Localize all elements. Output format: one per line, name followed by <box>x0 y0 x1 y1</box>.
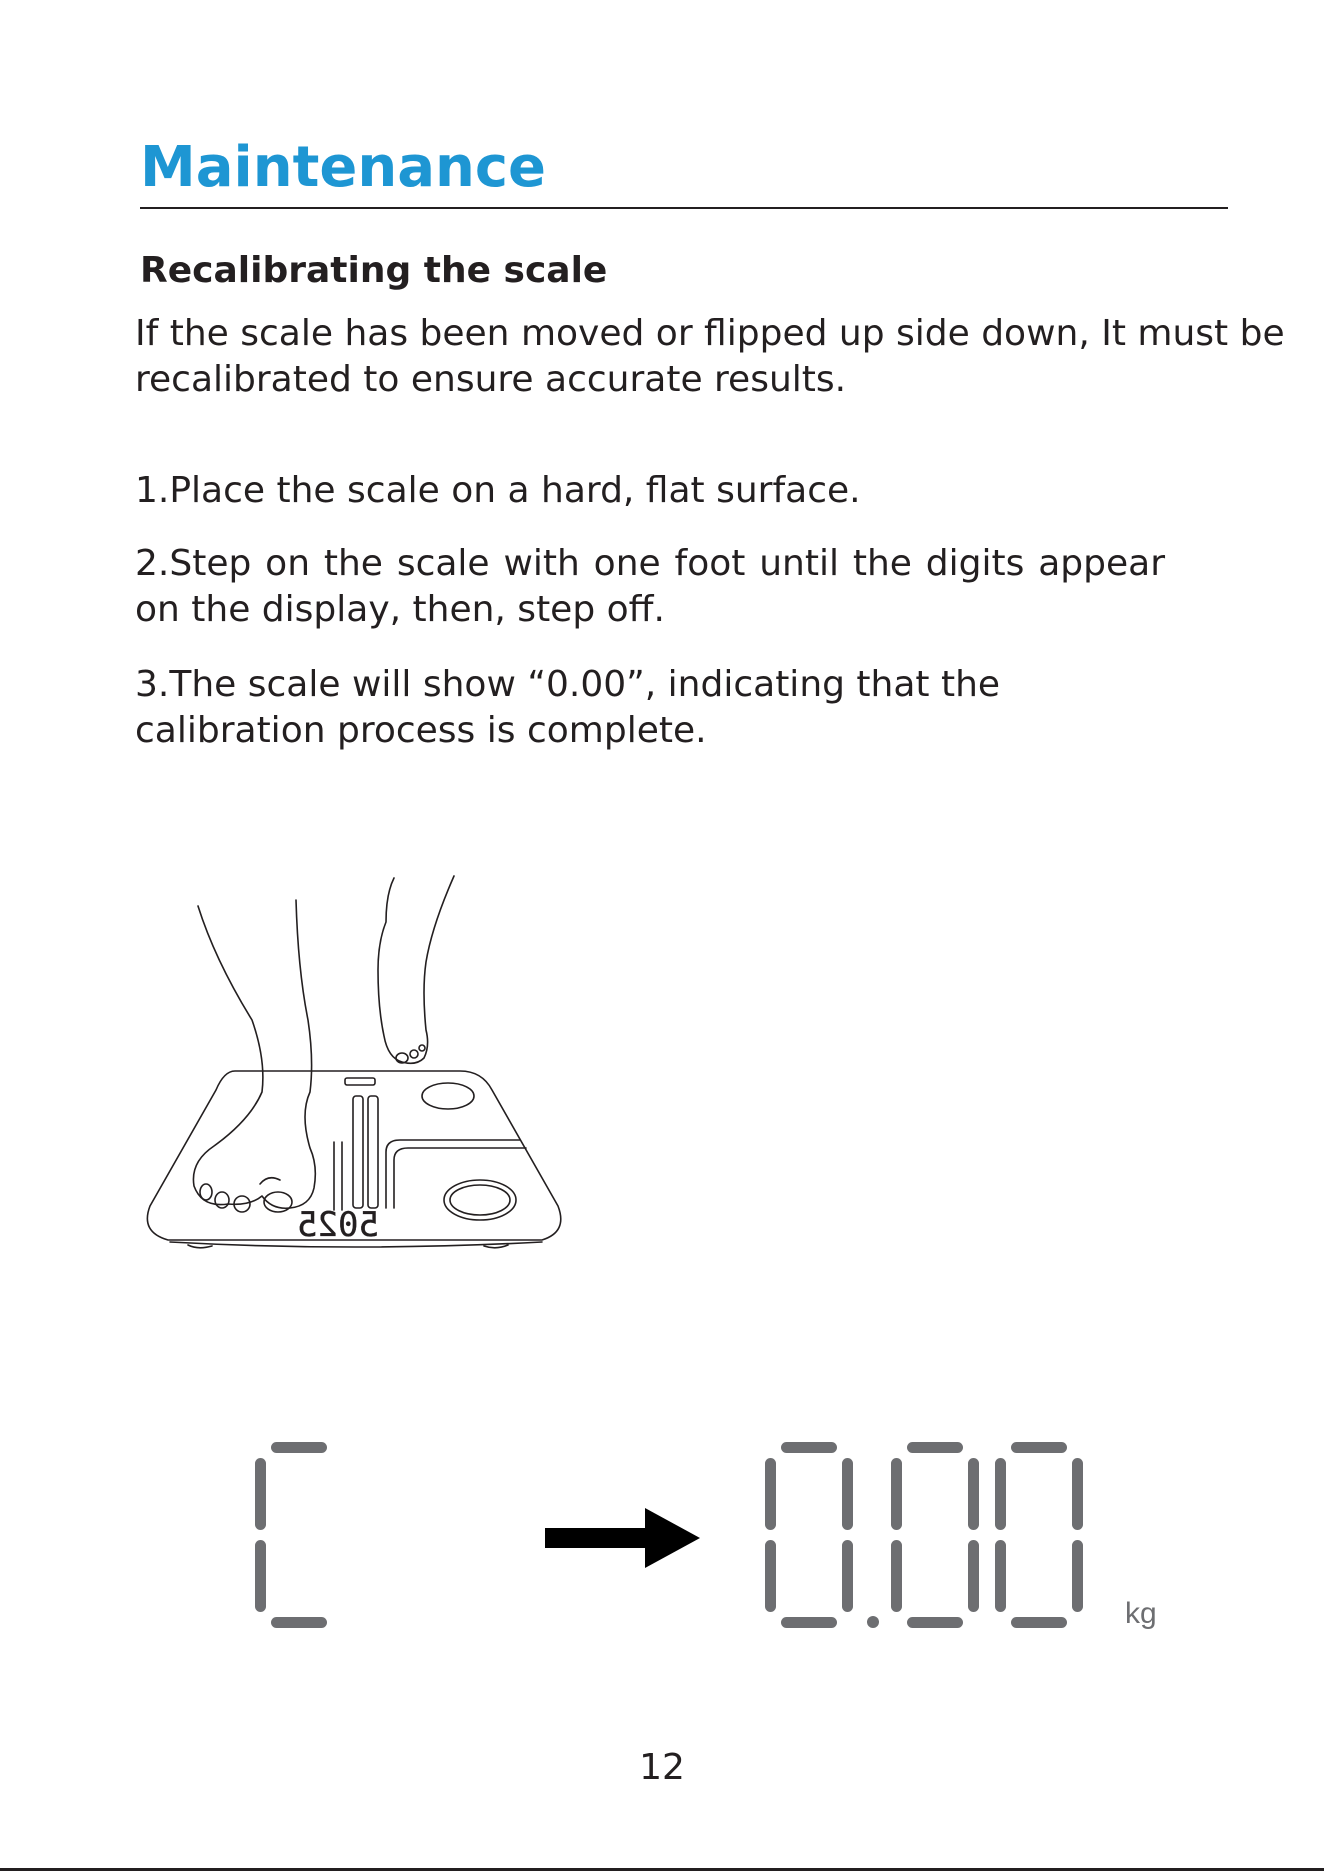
lcd-segment <box>891 1458 902 1530</box>
page-number: 12 <box>639 1747 685 1788</box>
lcd-segment <box>842 1458 853 1530</box>
lcd-segment <box>968 1540 979 1612</box>
display-value-000 <box>765 1442 1083 1628</box>
footer-divider <box>0 1868 1324 1871</box>
lcd-segment <box>907 1617 963 1628</box>
lcd-segment <box>1072 1458 1083 1530</box>
lcd-segment <box>765 1458 776 1530</box>
foot-raised <box>378 876 454 1063</box>
lcd-segment <box>995 1458 1006 1530</box>
title-divider <box>140 207 1228 209</box>
lcd-segment <box>781 1442 837 1453</box>
scale-display-text: 5025 <box>297 1205 379 1245</box>
display-char-c <box>255 1442 327 1628</box>
lcd-segment <box>842 1540 853 1612</box>
lcd-segment <box>891 1540 902 1612</box>
intro-paragraph: If the scale has been moved or flipped up side down, It must be recalibrated to ensure accurate results. <box>135 313 1285 400</box>
right-arrow-icon <box>545 1508 700 1568</box>
lcd-decimal-point <box>867 1616 879 1628</box>
foot-standing <box>193 900 315 1208</box>
lcd-segment <box>907 1442 963 1453</box>
step-1: 1.Place the scale on a hard, flat surface. <box>135 470 861 511</box>
step-3: 3.The scale will show “0.00”, indicating that the calibration process is complete. <box>135 664 1001 751</box>
lcd-segment <box>1011 1617 1067 1628</box>
lcd-segment <box>765 1540 776 1612</box>
foot-on-scale-illustration <box>140 870 580 1290</box>
lcd-segment <box>271 1442 327 1453</box>
lcd-segment <box>255 1540 266 1612</box>
calibration-display <box>240 1430 1200 1650</box>
lcd-segment <box>255 1458 266 1530</box>
lcd-segment <box>271 1617 327 1628</box>
lcd-segment <box>1011 1442 1067 1453</box>
unit-label: kg <box>1125 1597 1157 1630</box>
lcd-segment <box>1072 1540 1083 1612</box>
step-2: 2.Step on the scale with one foot until the digits appear on the display, then, step off. <box>135 543 1165 630</box>
lcd-segment <box>968 1458 979 1530</box>
page-title: Maintenance <box>140 135 547 200</box>
lcd-segment <box>781 1617 837 1628</box>
lcd-segment <box>995 1540 1006 1612</box>
section-title: Recalibrating the scale <box>140 250 608 291</box>
